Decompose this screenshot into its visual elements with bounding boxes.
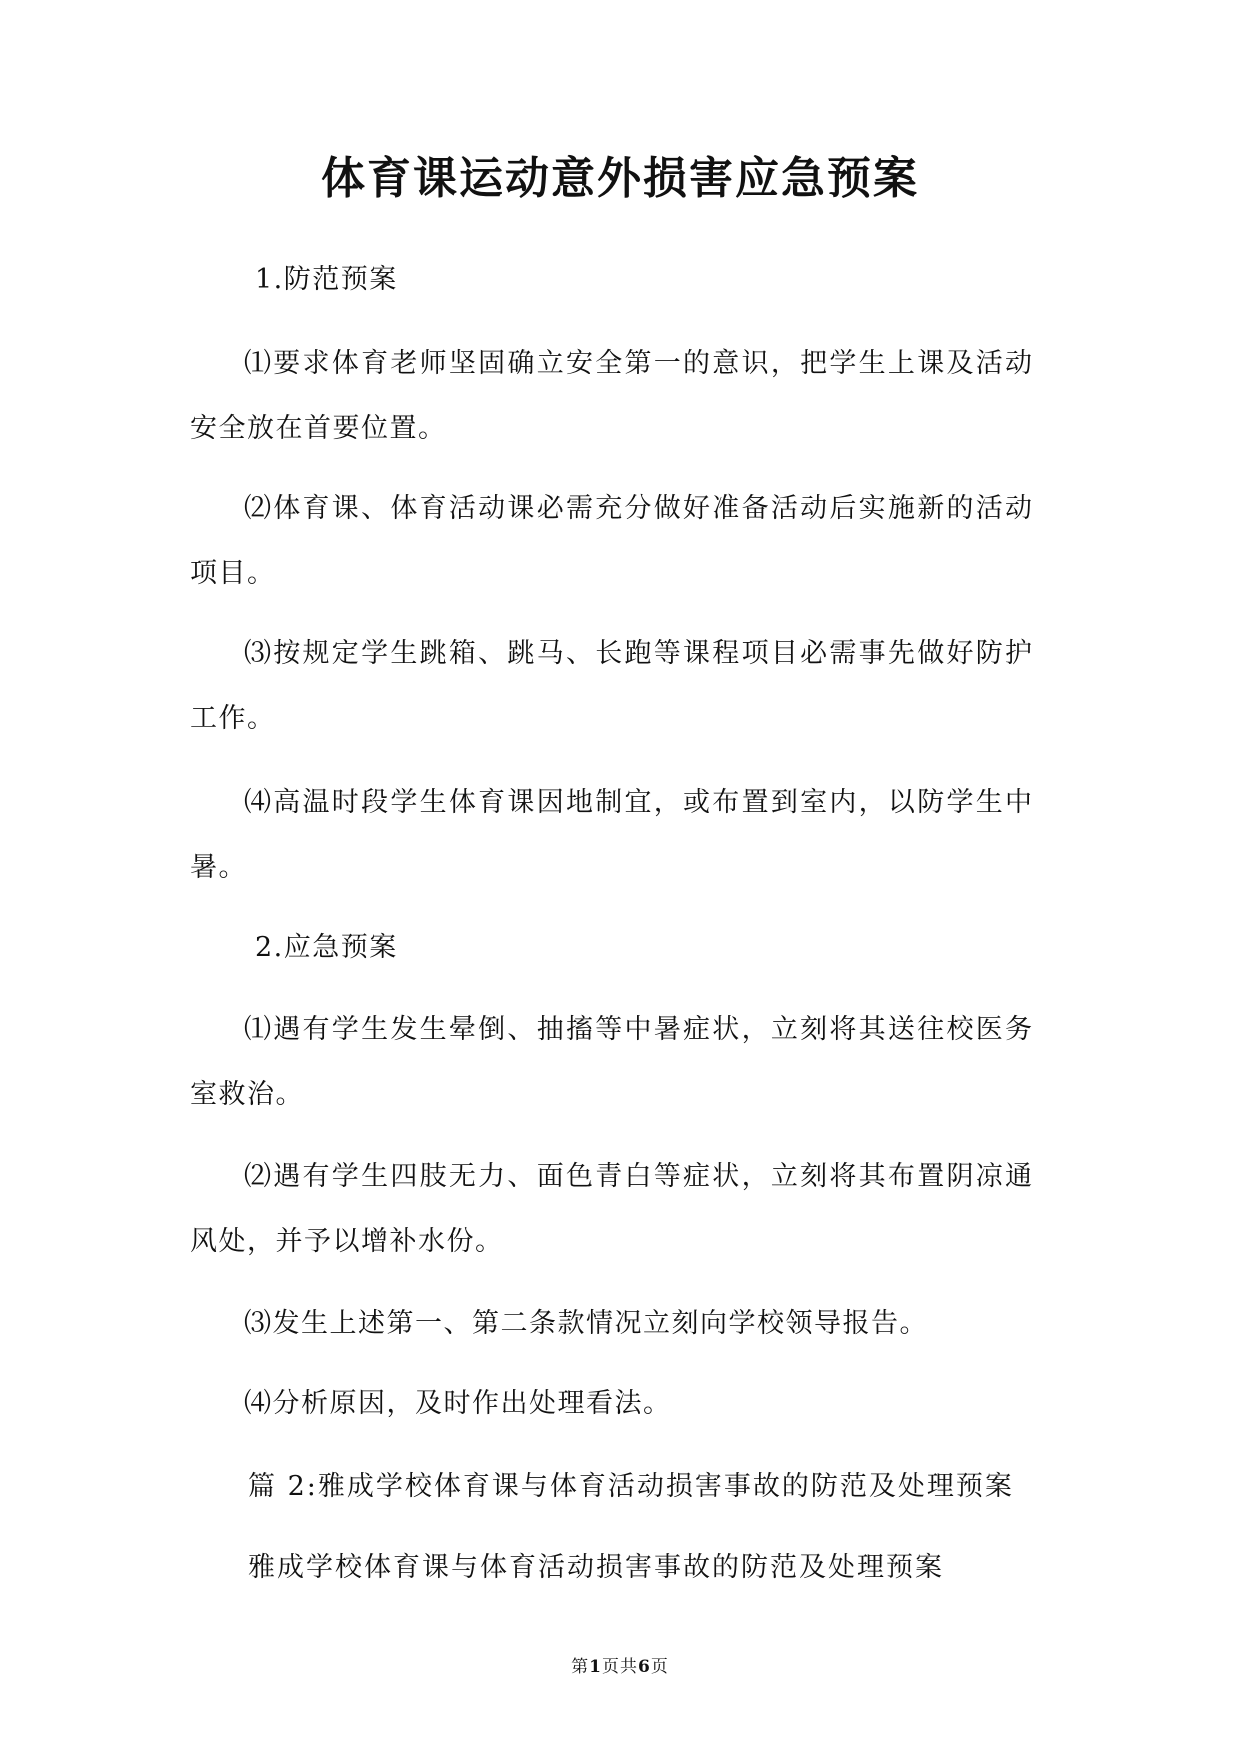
next-article-heading-text: 篇 2:雅成学校体育课与体育活动损害事故的防范及处理预案 <box>248 1471 1014 1502</box>
emergency-item-3 <box>190 1291 1032 1356</box>
page-footer <box>0 1655 1240 1679</box>
next-article-heading <box>190 1454 1032 1519</box>
page-label-prefix: 第 <box>571 1657 590 1677</box>
emergency-item-1 <box>190 997 1032 1127</box>
paragraph-line: 项目。 <box>190 558 276 589</box>
page-number-total: 6 <box>638 1657 651 1677</box>
prevention-item-1 <box>190 331 1032 461</box>
paragraph-line: ⑴要求体育老师坚固确立安全第一的意识，把学生上课及活动 <box>244 348 1032 379</box>
section-heading-prevention <box>190 247 1032 312</box>
paragraph-line: ⑵体育课、体育活动课必需充分做好准备活动后实施新的活动 <box>244 493 1032 524</box>
paragraph-line: 风处，并予以增补水份。 <box>190 1226 504 1257</box>
page-number-current: 1 <box>589 1657 602 1677</box>
document-title: 体育课运动意外损害应急预案 <box>321 153 919 204</box>
section-heading-emergency <box>190 915 1032 980</box>
prevention-item-4 <box>190 770 1032 900</box>
prevention-item-3 <box>190 621 1032 751</box>
paragraph-line: 安全放在首要位置。 <box>190 413 447 444</box>
paragraph-line: ⑷高温时段学生体育课因地制宜，或布置到室内，以防学生中 <box>244 787 1032 818</box>
paragraph-line: ⑶发生上述第一、第二条款情况立刻向学校领导报告。 <box>244 1308 928 1339</box>
paragraph-line: 室救治。 <box>190 1079 304 1110</box>
paragraph-line: 暑。 <box>190 852 247 883</box>
next-article-title <box>190 1535 1032 1600</box>
page-label-suffix: 页 <box>650 1657 669 1677</box>
next-article-title-text: 雅成学校体育课与体育活动损害事故的防范及处理预案 <box>248 1552 944 1583</box>
paragraph-line: ⑴遇有学生发生晕倒、抽搐等中暑症状，立刻将其送往校医务 <box>244 1014 1032 1045</box>
section-heading-text: 2.应急预案 <box>255 932 398 963</box>
paragraph-line: ⑶按规定学生跳箱、跳马、长跑等课程项目必需事先做好防护 <box>244 638 1032 669</box>
paragraph-line: 工作。 <box>190 703 276 734</box>
page-label-middle: 页共 <box>602 1657 638 1677</box>
prevention-item-2 <box>190 476 1032 606</box>
emergency-item-4 <box>190 1371 1032 1436</box>
paragraph-line: ⑷分析原因，及时作出处理看法。 <box>244 1388 672 1419</box>
section-heading-text: 1.防范预案 <box>255 264 398 295</box>
emergency-item-2 <box>190 1144 1032 1274</box>
paragraph-line: ⑵遇有学生四肢无力、面色青白等症状，立刻将其布置阴凉通 <box>244 1161 1032 1192</box>
